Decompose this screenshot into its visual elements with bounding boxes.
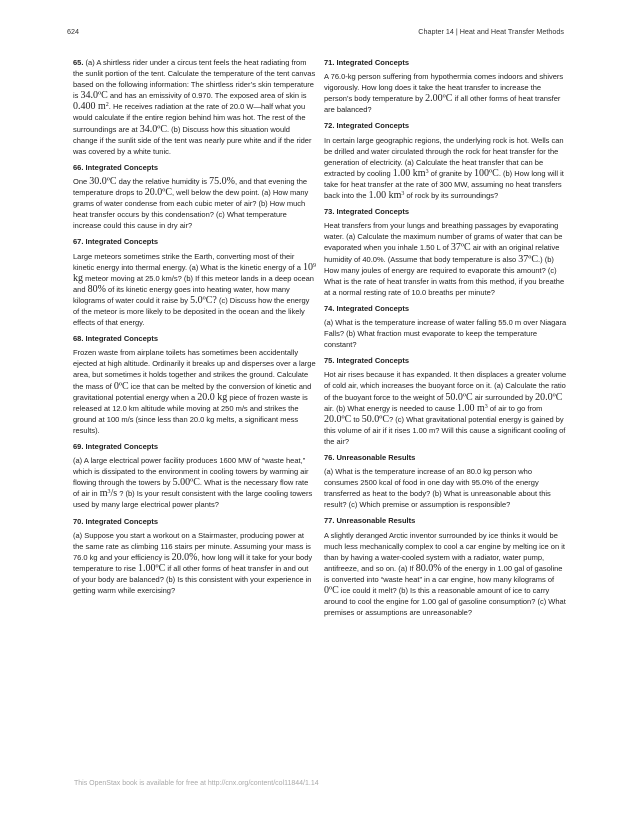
text: . (b) Discuss how this situation would change if the sunlit side of the tent was nearly pure white and if the rider was covered by a white tunic. — [73, 124, 312, 156]
problem-title: 75. Integrated Concepts — [324, 356, 410, 366]
math: 5.00ºC — [172, 477, 200, 489]
math-sup: 9 — [312, 262, 316, 269]
text: .) (b) How many joules of energy are required to evaporate this amount? (c) What is the rate of heat transfer in watts from this method, if you breathe at a normal resting rate of 10.0 breaths per minute? — [324, 254, 565, 297]
text: to — [351, 414, 362, 424]
text: meteor moving at 25.0 km/s? (b) If this meteor lands in a deep ocean and — [73, 273, 314, 294]
text: Heat transfers from your lungs and breathing passages by evaporating water. (a) Calculate the maximum number of grams of water that can be evaporated when you inhale 1.50 L of — [324, 221, 563, 253]
text: Large meteors sometimes strike the Earth, converting most of their kinetic energy into thermal energy. (a) What is the kinetic energy of a — [73, 251, 303, 272]
text: (a) A large electrical power facility produces 1600 MW of “waste heat,” which is dissipated to the environment in cooling towers by warming air flowing through the towers by — [73, 456, 309, 488]
math: 50.0ºC — [445, 391, 473, 403]
problem-number: 65. — [73, 58, 84, 67]
text: ice that can be melted by the conversion of kinetic and gravitational potential energy when a — [73, 381, 312, 402]
math: 20.0ºC — [144, 187, 172, 199]
text: piece of frozen waste is released at 12.0 km altitude while moving at 250 m/s and strikes the ground at 100 m/s (since less than 20.0 kg melts, a significant mess results). — [73, 392, 308, 435]
text: air. (b) What energy is needed to cause — [324, 403, 457, 413]
problem-body — [73, 347, 316, 436]
text: , well below the dew point. (a) How many grams of water condense from each cubic meter of air? (b) How much heat transfer occurs by this condensation? (c) What temperature increase could this cause in dry air? — [73, 188, 309, 231]
problem-67 — [73, 236, 316, 328]
problem-74 — [324, 303, 567, 350]
problem-title: 70. Integrated Concepts — [73, 516, 159, 526]
math: 0ºC — [324, 585, 339, 597]
math: 2.00ºC — [425, 93, 453, 105]
math: 100ºC — [474, 167, 499, 179]
problem-title: 67. Integrated Concepts — [73, 237, 159, 247]
problem-66 — [73, 162, 316, 232]
problem-body — [73, 251, 316, 329]
text: of air to go from — [487, 403, 543, 413]
text: of rock by its surroundings? — [404, 191, 499, 201]
math: 0ºC — [113, 380, 129, 392]
math: 50.0ºC — [361, 413, 389, 425]
problem-title: 73. Integrated Concepts — [324, 207, 410, 217]
math: 5.0ºC? — [190, 294, 217, 306]
text: (c) Discuss how the energy of the meteor is more likely to be deposited in the ocean and the likely effects of that energy. — [73, 295, 310, 328]
math: 34.0ºC — [139, 123, 167, 135]
problem-title: 77. Unreasonable Results — [324, 516, 416, 526]
problem-title: 74. Integrated Concepts — [324, 303, 410, 313]
problem-77 — [324, 515, 567, 618]
math: 30.0ºC — [89, 175, 117, 187]
page-number: 624 — [67, 27, 79, 36]
text: ? (c) What gravitational potential energy is gained by this volume of air if it rises 1.00 m? Will this cause a significant cooling of the air? — [324, 414, 566, 446]
problem-body — [324, 530, 567, 619]
text: , how long will it take for your body temperature to rise — [73, 552, 313, 573]
math: 20.0ºC — [535, 391, 563, 403]
text: of the energy in 1.00 gal of gasoline is converted into “waste heat” in a car engine, how many kilograms of — [324, 563, 563, 584]
text: One — [73, 176, 90, 186]
math: 20.0 kg — [197, 391, 228, 403]
footer-notice: This OpenStax book is available for free at http://cnx.org/content/col11844/1.14 — [74, 780, 319, 787]
math-base: 1.00 km — [392, 167, 426, 179]
problem-body: (a) What is the temperature increase of water falling 55.0 m over Niagara Falls? (b) What fraction must evaporate to keep the temperature constant? — [324, 317, 567, 350]
chapter-header: Chapter 14 | Heat and Heat Transfer Methods — [418, 27, 564, 36]
problem-body — [324, 71, 567, 115]
text: . What is the necessary flow rate of air in — [73, 478, 309, 499]
math-sup: 3 — [425, 168, 429, 175]
math — [369, 190, 405, 201]
math — [73, 101, 109, 112]
problem-body — [73, 530, 316, 597]
problem-title: 71. Integrated Concepts — [324, 58, 410, 67]
problem-body: (a) What is the temperature increase of an 80.0 kg person who consumes 2500 kcal of food in one day with 95.0% of the energy transferred as heat to the body? (b) What is unreasonable about this result? (c) Which premise or assumption is responsible? — [324, 467, 551, 510]
problem-body — [73, 176, 316, 231]
text: Frozen waste from airplane toilets has sometimes been accidentally ejected at high altitude. Ordinarily it breaks up and disperses over a large area, but sometimes it holds together and strikes the ground. Calculate the mass of — [73, 348, 316, 391]
math: 20.0% — [171, 551, 198, 563]
math-unit: kg — [73, 272, 83, 284]
text: A 76.0-kg person suffering from hypothermia comes indoors and shivers vigorously. How long does it take the heat transfer to increase the person’s body temperature by — [324, 72, 564, 104]
math-base: 1.00 m — [457, 402, 485, 414]
problem-title: 69. Integrated Concepts — [73, 442, 159, 451]
math: 75.0% — [209, 175, 235, 187]
math-base: 10 — [302, 261, 313, 273]
math: 1.00ºC — [138, 562, 166, 574]
math-base: m — [99, 488, 108, 500]
math: 37ºC — [450, 242, 471, 254]
problem-72 — [324, 120, 567, 201]
math: 20.0ºC — [324, 413, 352, 425]
math — [393, 168, 429, 179]
math-sup: 2 — [105, 102, 109, 109]
right-column — [324, 57, 567, 623]
math-base: 0.400 m — [73, 101, 106, 113]
problem-body — [73, 57, 316, 157]
left-column — [73, 57, 316, 601]
text: ? (b) Is your result consistent with the large cooling towers used by many large electrical power plants? — [73, 489, 313, 510]
text: In certain large geographic regions, the underlying rock is hot. Wells can be drilled and water circulated through the rock for heat transfer for the generation of electricity. (a) Calculate the heat transfer that can be extracted by cooling — [324, 135, 564, 178]
problem-70 — [73, 516, 316, 597]
problem-body — [324, 369, 567, 447]
problem-69 — [73, 441, 316, 511]
text: . (b) How long will it take for heat transfer at the rate of 300 MW, assuming no heat transfers back into the — [324, 168, 564, 201]
math: 80% — [87, 283, 106, 295]
text: of granite by — [428, 168, 475, 178]
problem-body — [324, 135, 567, 202]
text: (a) Suppose you start a workout on a Stairmaster, producing power at the same rate as climbing 116 stairs per minute. Assuming your mass is 76.0 kg and your efficiency is — [73, 530, 311, 562]
text: , and that evening the temperature drops to — [73, 176, 308, 198]
math — [457, 403, 488, 414]
problem-75 — [324, 355, 567, 447]
problem-73 — [324, 206, 567, 298]
text: if all other forms of heat transfer in and out of your body are balanced? (b) Is this consistent with your experience in getting warm while exercising? — [73, 563, 312, 596]
problem-title: 72. Integrated Concepts — [324, 121, 410, 131]
math: 80.0% — [415, 562, 442, 574]
problem-body — [324, 220, 567, 298]
text: A slightly deranged Arctic inventor surrounded by ice thinks it would be much less mechanically complex to cool a car engine by melting ice on it than by having a water-cooled system with a radiator, water pump, antifreeze, and so on. (a) If — [324, 530, 565, 573]
text: and has an emissivity of 0.970. The exposed area of skin is — [107, 91, 307, 101]
text: air with an original relative humidity of 40.0%. (Assume that body temperature is also — [324, 243, 560, 264]
math-unit: /s — [110, 488, 118, 500]
problem-65 — [73, 57, 316, 157]
text: . He receives radiation at the rate of 20.0 W—half what you would calculate if the entire region behind him was hot. The rest of the surroundings are at — [73, 102, 306, 134]
text: air surrounded by — [472, 392, 536, 402]
math: 34.0ºC — [80, 90, 108, 102]
problem-71 — [324, 57, 567, 115]
math-sup: 3 — [107, 489, 111, 496]
text: ice could it melt? (b) Is this a reasonable amount of ice to carry around to cool the engine for 1.00 gal of gasoline consumption? (c) What premises or assumptions are unreasonable? — [324, 586, 566, 618]
math-sup: 3 — [484, 403, 488, 410]
text: (a) A shirtless rider under a circus tent feels the heat radiating from the sunlit portion of the tent. Calculate the temperature of the tent canvas based on the following information: The shirtless rider’s skin temperature is — [73, 58, 316, 101]
problem-body — [73, 455, 316, 510]
math-base: 1.00 km — [368, 190, 402, 202]
problem-76 — [324, 452, 567, 510]
math — [100, 488, 117, 499]
text: of its kinetic energy goes into heating water, how many kilograms of water could it raise by — [73, 284, 290, 305]
text: if all other forms of heat transfer are balanced? — [324, 94, 561, 115]
text: day the relative humidity is — [116, 176, 210, 186]
problem-68 — [73, 333, 316, 436]
problem-title: 66. Integrated Concepts — [73, 162, 159, 172]
math-sup: 3 — [401, 191, 405, 198]
problem-title: 68. Integrated Concepts — [73, 334, 159, 344]
text: Hot air rises because it has expanded. It then displaces a greater volume of cold air, which increases the buoyant force on it. (a) Calculate the ratio of the buoyant force to the weight of — [324, 370, 567, 402]
problem-title: 76. Unreasonable Results — [324, 453, 416, 462]
math: 37ºC — [518, 253, 539, 265]
